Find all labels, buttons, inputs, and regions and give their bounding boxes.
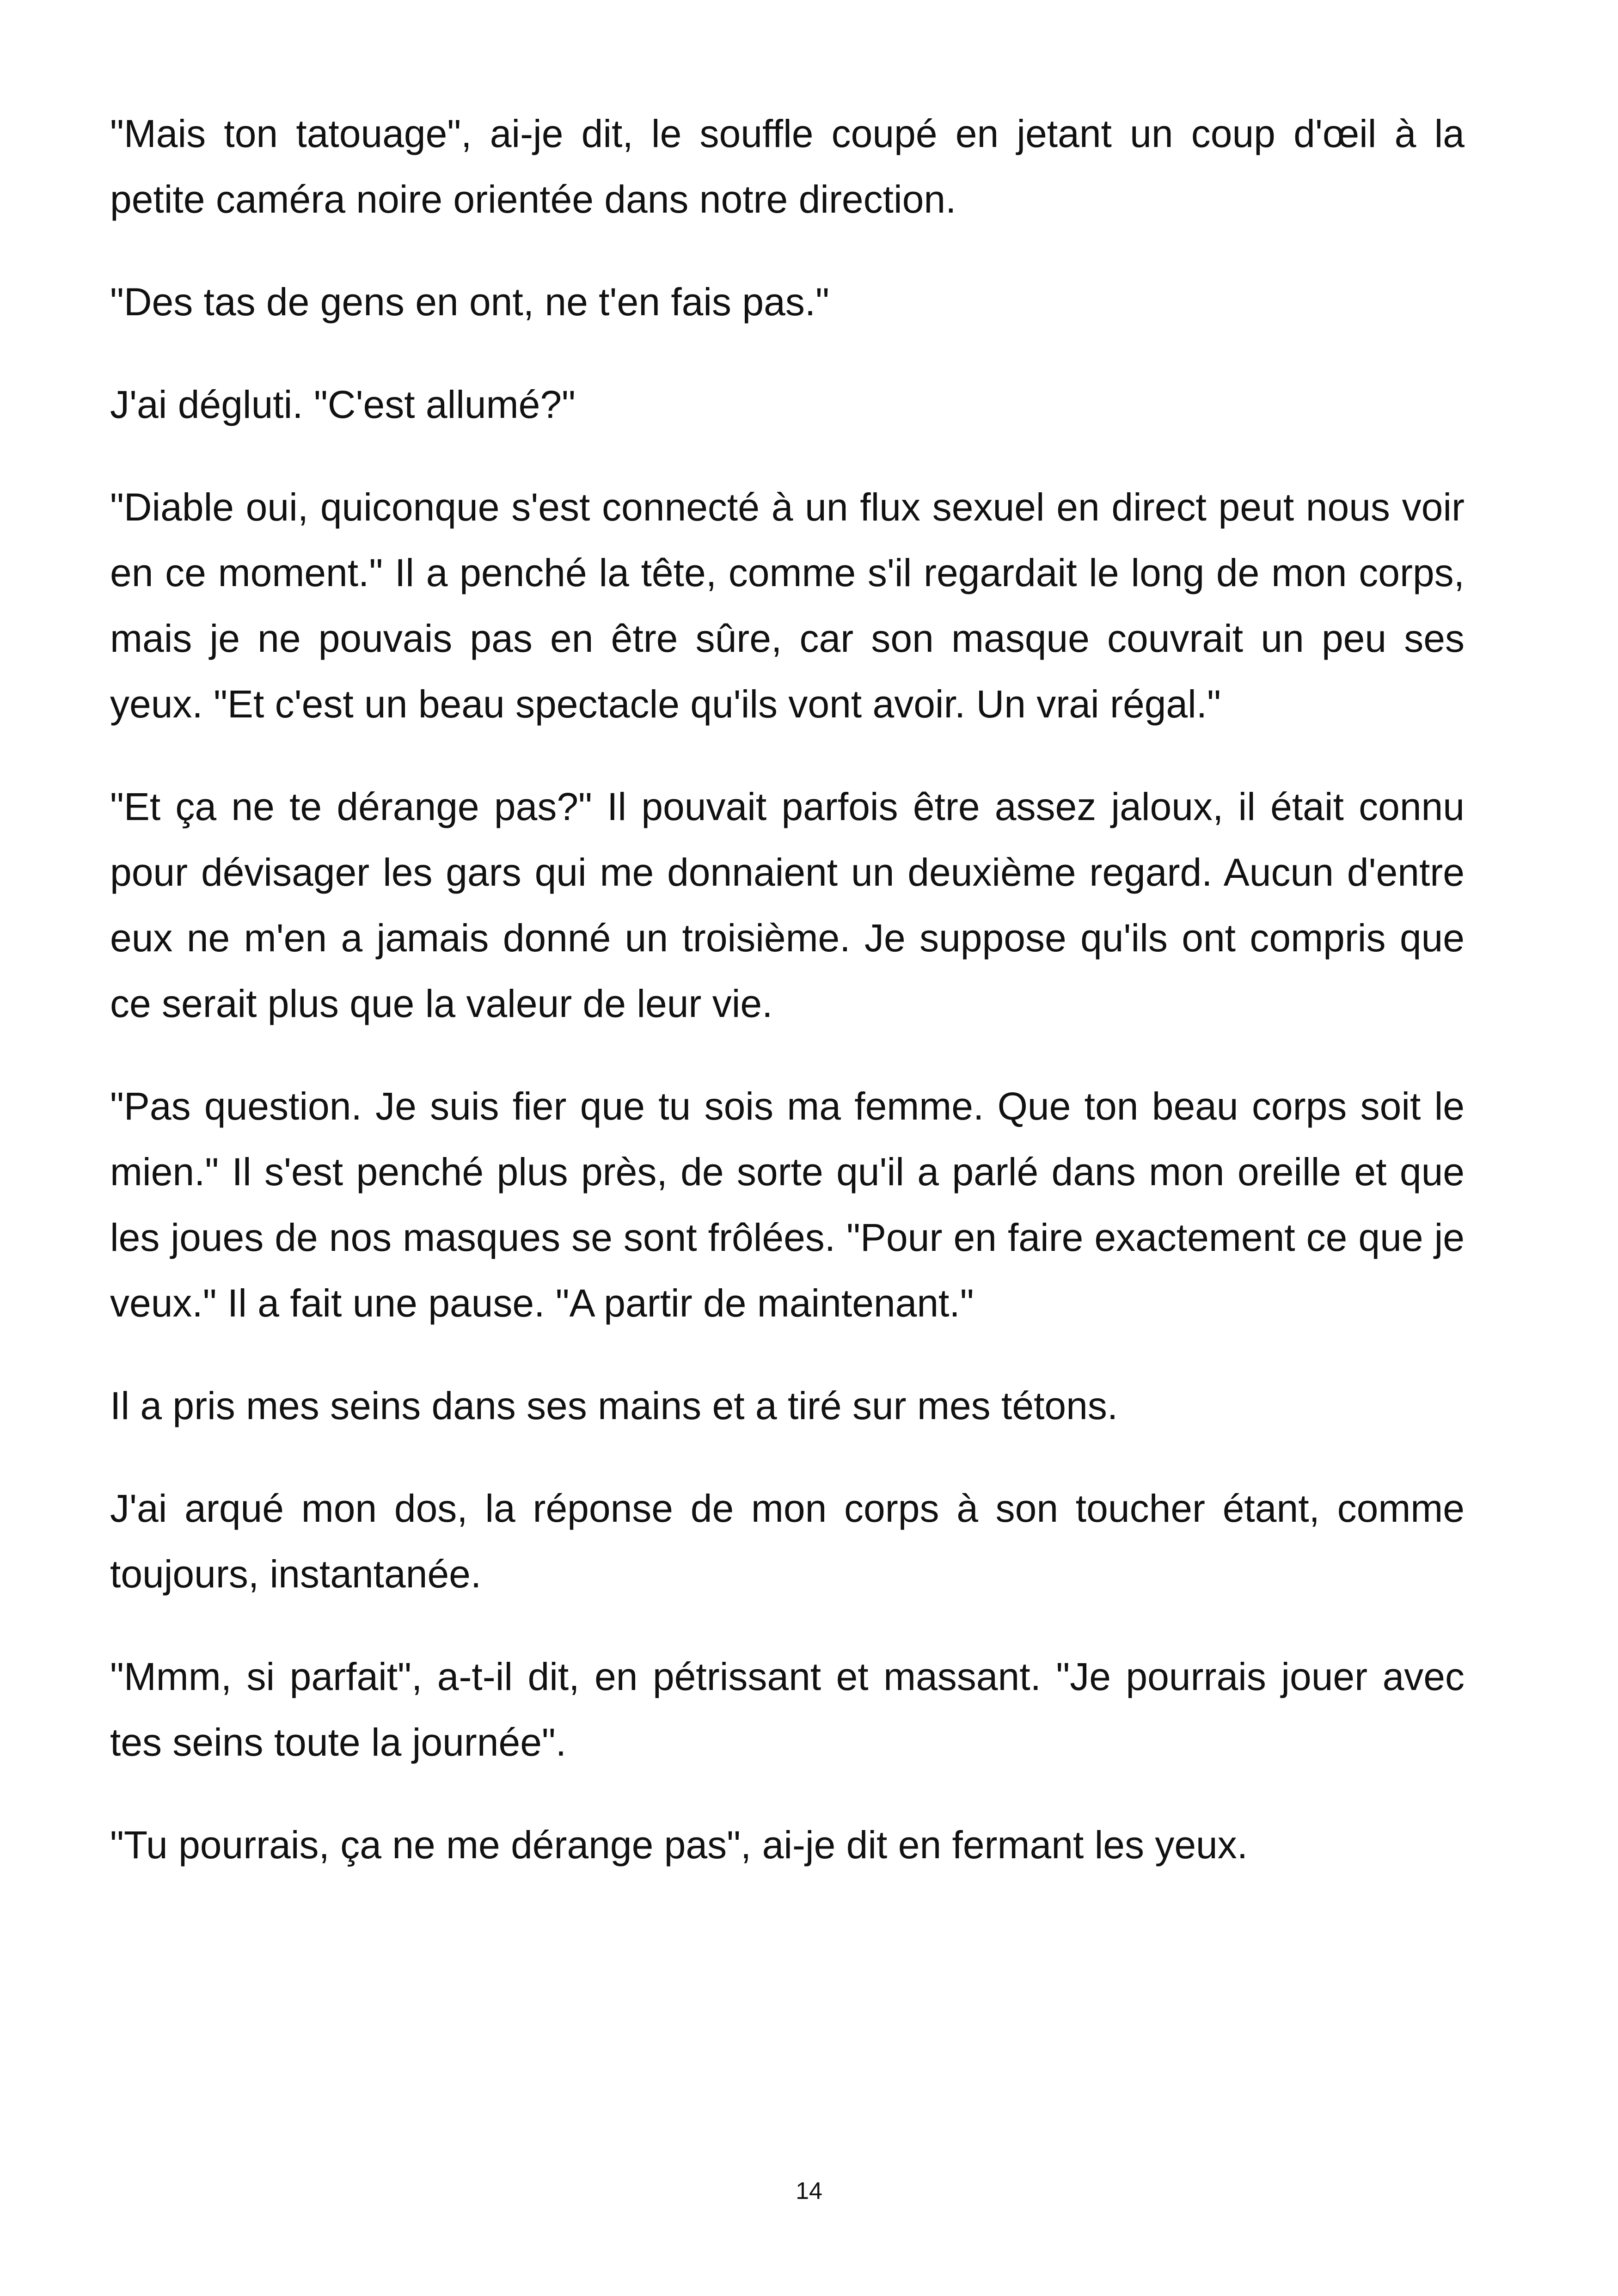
paragraph: "Pas question. Je suis fier que tu sois ma femme. Que ton beau corps soit le mien." Il s'est penché plus près, de sorte qu'il a parlé dans mon oreille et que les joues de nos masques se sont frôlées. "Pour en faire exactement ce que je veux." Il a fait une pause. "A partir de maintenant." <box>110 1084 1465 1325</box>
paragraph: "Tu pourrais, ça ne me dérange pas", ai-je dit en fermant les yeux. <box>110 1823 1248 1867</box>
paragraph: "Mais ton tatouage", ai-je dit, le souffle coupé en jetant un coup d'œil à la petite caméra noire orientée dans notre direction. <box>110 112 1465 221</box>
page-number: 14 <box>796 2178 822 2204</box>
page-body-text <box>110 101 1465 1915</box>
paragraph: J'ai arqué mon dos, la réponse de mon corps à son toucher étant, comme toujours, instantanée. <box>110 1487 1465 1596</box>
paragraph: J'ai dégluti. "C'est allumé?" <box>110 383 576 426</box>
paragraph: "Mmm, si parfait", a-t-il dit, en pétrissant et massant. "Je pourrais jouer avec tes seins toute la journée". <box>110 1655 1465 1764</box>
paragraph: "Des tas de gens en ont, ne t'en fais pas." <box>110 280 829 324</box>
paragraph: Il a pris mes seins dans ses mains et a tiré sur mes tétons. <box>110 1384 1118 1427</box>
paragraph: "Diable oui, quiconque s'est connecté à un flux sexuel en direct peut nous voir en ce moment." Il a penché la tête, comme s'il regardait le long de mon corps, mais je ne pouvais pas en être sûre, car son masque couvrait un peu ses yeux. "Et c'est un beau spectacle qu'ils vont avoir. Un vrai régal." <box>110 485 1465 726</box>
paragraph: "Et ça ne te dérange pas?" Il pouvait parfois être assez jaloux, il était connu pour dévisager les gars qui me donnaient un deuxième regard. Aucun d'entre eux ne m'en a jamais donné un troisième. Je suppose qu'ils ont compris que ce serait plus que la valeur de leur vie. <box>110 785 1465 1025</box>
